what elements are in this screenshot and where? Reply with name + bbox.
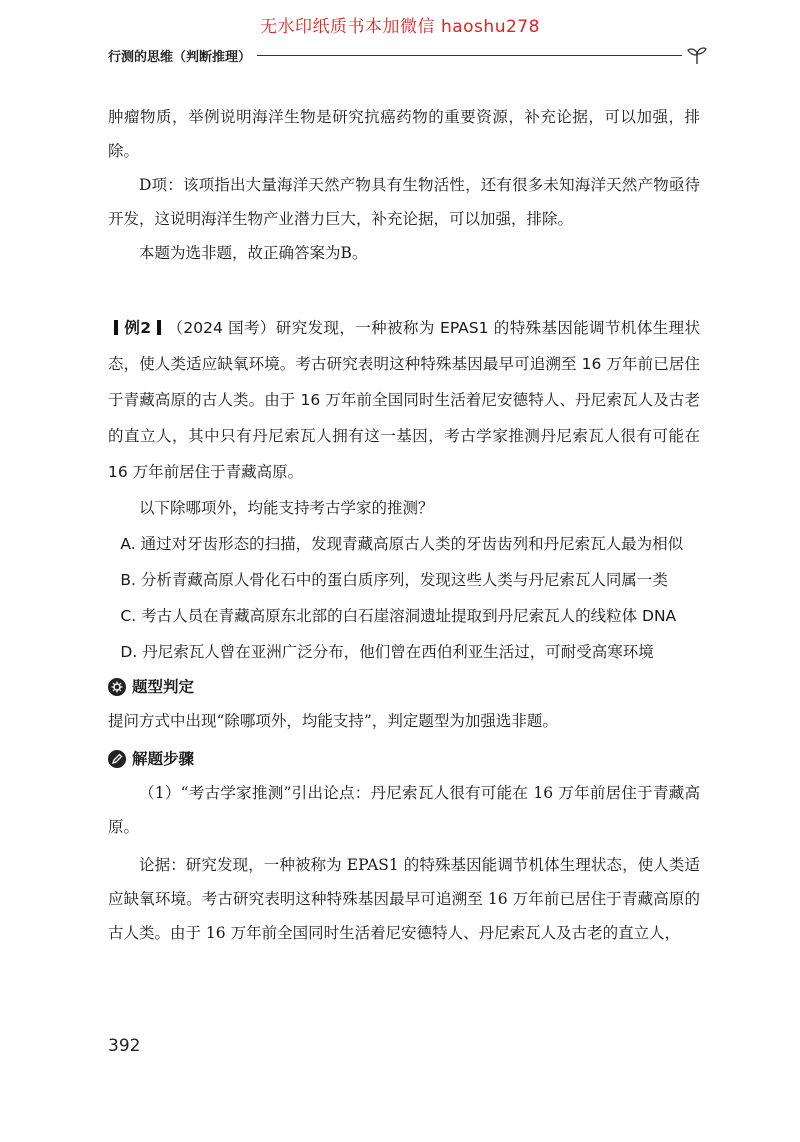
type-judgment-heading: 题型判定 (108, 670, 700, 704)
example-stem: （2024 国考）研究发现，一种被称为 EPAS1 的特殊基因能调节机体生理状态，使人类适应缺氧环境。考古研究表明这种特殊基因最早可追溯至 16 万年前已居住于青藏高原的古人类。由于 16 万年前全国同时生活着尼安德特人、丹尼索瓦人及古老的直立人，其中只有丹尼索瓦人拥有这一基因，考古学家推测丹尼索瓦人很有可能在 16 万年前居住于青藏高原。 (108, 319, 700, 481)
example-bar-left (114, 320, 118, 335)
prev-analysis-option-d: D项：该项指出大量海洋天然产物具有生物活性，还有很多未知海洋天然产物亟待开发，这说明海洋生物产业潜力巨大，补充论据，可以加强，排除。 (108, 176, 700, 228)
solution-evidence: 论据：研究发现，一种被称为 EPAS1 的特殊基因能调节机体生理状态，使人类适应缺氧环境。考古研究表明这种特殊基因最早可追溯至 16 万年前已居住于青藏高原的古人类。由于 16 万年前全国同时生活着尼安德特人、丹尼索瓦人及古老的直立人， (108, 856, 700, 942)
pen-icon (108, 750, 126, 768)
header-rule (257, 55, 682, 56)
page-content (108, 100, 700, 950)
solution-step-1: （1）“考古学家推测”引出论点：丹尼索瓦人很有可能在 16 万年前居住于青藏高原。 (108, 784, 700, 836)
example-stem-paragraph (108, 310, 700, 490)
option-a: A. 通过对牙齿形态的扫描，发现青藏高原古人类的牙齿齿列和丹尼索瓦人最为相似 (120, 535, 684, 553)
header-title: 行测的思维（判断推理） (108, 49, 252, 65)
watermark-text: 无水印纸质书本加微信 haoshu278 (260, 17, 540, 37)
solution-heading: 解题步骤 (108, 742, 700, 776)
option-b: B. 分析青藏高原人骨化石中的蛋白质序列，发现这些人类与丹尼索瓦人同属一类 (120, 571, 668, 589)
example-question: 以下除哪项外，均能支持考古学家的推测？ (139, 499, 434, 517)
example-tag: 例2 (108, 319, 167, 337)
page-number: 392 (108, 1036, 141, 1056)
option-d: D. 丹尼索瓦人曾在亚洲广泛分布，他们曾在西伯利亚生活过，可耐受高寒环境 (120, 643, 654, 661)
gear-icon (108, 678, 126, 696)
sprout-icon (686, 45, 708, 65)
running-header (108, 44, 708, 66)
prev-analysis-line: 肿瘤物质，举例说明海洋生物是研究抗癌药物的重要资源，补充论据，可以加强，排除。 (108, 108, 700, 160)
example-bar-right (157, 320, 161, 335)
prev-answer: 本题为选非题，故正确答案为B。 (139, 244, 368, 262)
type-judgment-text: 提问方式中出现“除哪项外，均能支持”，判定题型为加强选非题。 (108, 712, 558, 730)
option-c: C. 考古人员在青藏高原东北部的白石崖溶洞遗址提取到丹尼索瓦人的线粒体 DNA (120, 607, 677, 625)
